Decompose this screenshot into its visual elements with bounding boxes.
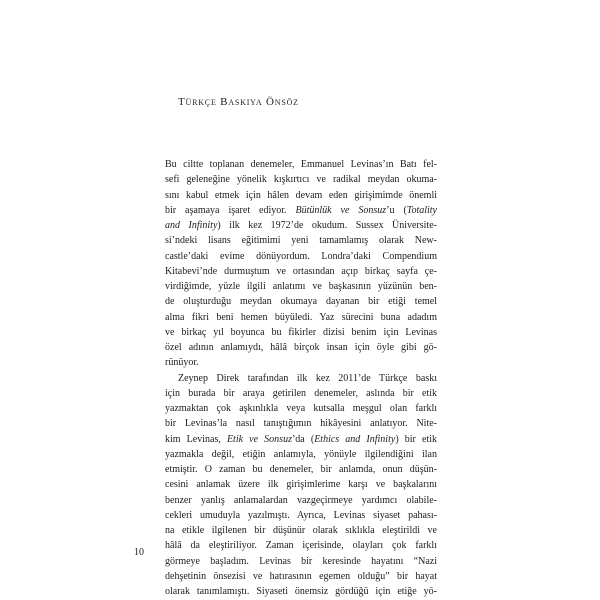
text-segment: bir aşamaya işaret ediyor. — [165, 204, 296, 216]
text-line: yazmaktan çok aşkınlıkla veya kutsalla meşgul olan farklı — [165, 403, 437, 414]
page-number: 10 — [134, 547, 144, 558]
text-segment: kim Levinas, — [165, 433, 227, 445]
paragraph-2 — [165, 371, 437, 600]
text-line: na etikle ilgilenen bir düşünür olarak sıklıkla eleştirildi ve — [165, 525, 437, 536]
text-line: Bu ciltte toplanan denemeler, Emmanuel Levinas’ın Batı fel- — [165, 159, 437, 170]
text-line: özel adının anlamıydı, hâlâ birçok insan için öyle gibi gö- — [165, 342, 437, 353]
book-title: Etik ve Sonsuz — [226, 433, 292, 445]
text-line: cekleri umuduyla yazılmıştı. Ayrıca, Levinas siyaset pahası- — [165, 509, 437, 521]
text-line: ve birkaç yıl boyunca bu fikirler dizisi benim için Levinas — [165, 326, 437, 338]
text-line: Zeynep Direk tarafından ilk kez 2011’de Türkçe baskı — [178, 372, 437, 384]
text-line: de oluşturduğu meydan okumaya dayanan bir etiği temel — [165, 296, 437, 308]
text-line: si’ndeki lisans eğitimimi yeni tamamlamış olarak New- — [165, 235, 437, 247]
text-line: hâlâ da eleştiriliyor. Zaman içerisinde, olayları çok farklı — [165, 540, 437, 552]
text-segment: ’da ( — [291, 433, 315, 445]
text-line-with-title — [165, 432, 437, 447]
text-line: virdiğimde, yüzle ilgili anlatımı ve başkasının yüzünün ben- — [165, 281, 437, 292]
book-title-english: Ethics and Infinity — [314, 433, 396, 445]
text-segment: ) bir etik — [395, 433, 437, 445]
text-line-with-title — [165, 203, 437, 218]
text-line: için burada bir araya getirilen denemeler, aslında bir etik — [165, 387, 437, 399]
text-line: bir Levinas’la nasıl tanıştığımın hikâyesini anlatıyor. Nite- — [165, 418, 437, 430]
text-segment: ’u ( — [386, 204, 407, 216]
text-line: Kitabevi’nde durmuştum ve ortasından açıp birkaç sayfa çe- — [165, 265, 437, 277]
book-title-english: and Infinity — [165, 220, 218, 231]
text-line-with-title — [165, 218, 437, 233]
book-title: Bütünlük ve Sonsuz — [295, 204, 387, 216]
text-line: cesini anlamak üzere ilk girişimlerime karşı ve başkalarını — [165, 479, 437, 491]
text-line: rünüyor. — [165, 357, 199, 369]
book-title-english: Totality — [406, 204, 437, 216]
text-line: görmeye başladım. Levinas bir keresinde hayatını “Nazi — [165, 555, 437, 567]
text-line: dehşetinin önsezisi ve hatırasının egemen olduğu” bir hayat — [165, 570, 437, 582]
text-line: etmiştir. O zaman bu denemeler, bir anlamda, onun düşün- — [165, 464, 437, 475]
text-line: castle’daki evime dönüyordum. Londra’daki Compendium — [165, 250, 437, 262]
text-line: alma fikri beni hemen büyüledi. Yaz sürecini buna adadım — [165, 311, 437, 323]
text-segment: ) ilk kez 1972’de okudum. Sussex Üniversite- — [217, 220, 437, 231]
text-line: sını kabul etmek için hâlen devam eden girişimimde önemli — [165, 189, 437, 201]
text-line: sefi geleneğine yönelik kışkırtıcı ve radikal meydan okuma- — [165, 174, 437, 186]
text-line: yazmakla değil, etiğin anlamıyla, yönüyle ilgilendiğini ilan — [165, 448, 437, 460]
paragraph-1 — [165, 157, 437, 371]
page-heading: Türkçe Baskıya Önsöz — [178, 96, 299, 108]
text-line: olarak tanımlamıştı. Siyaseti önemsiz gördüğü için etiğe yö- — [165, 586, 437, 597]
body-text — [165, 157, 437, 597]
text-line: benzer yanlış anlamalardan vazgeçirmeye yardımcı olabile- — [165, 494, 437, 506]
